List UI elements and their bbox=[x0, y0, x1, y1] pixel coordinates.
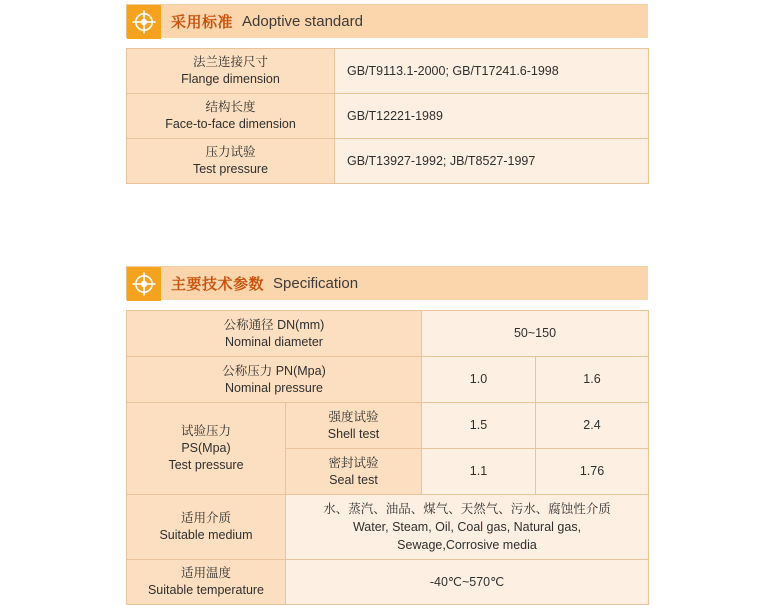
row-value-nominal-diameter: 50~150 bbox=[422, 311, 649, 357]
row-label-nominal-pressure bbox=[127, 357, 422, 403]
row-value-shell-test-2: 2.4 bbox=[536, 403, 649, 449]
row-label-suitable-temperature bbox=[127, 560, 286, 605]
row-value-seal-test-1: 1.1 bbox=[422, 449, 536, 495]
row-label-suitable-medium bbox=[127, 495, 286, 560]
section-title-cn: 采用标准 bbox=[171, 14, 234, 31]
row-label-test-pressure bbox=[127, 403, 286, 495]
row-label-flange-dimension bbox=[127, 49, 335, 94]
section-title-cn: 主要技术参数 bbox=[171, 276, 265, 293]
value-line-2: Water, Steam, Oil, Coal gas, Natural gas, bbox=[352, 520, 582, 535]
section-header-specification bbox=[126, 266, 648, 300]
label-cn: 公称压力 PN(Mpa) bbox=[222, 363, 326, 378]
row-value-shell-test-1: 1.5 bbox=[422, 403, 536, 449]
table-row bbox=[127, 311, 649, 357]
label-cn: 公称通径 DN(mm) bbox=[223, 317, 325, 332]
row-label-nominal-diameter bbox=[127, 311, 422, 357]
label-cn: 压力试验 bbox=[205, 145, 256, 160]
value-line-3: Sewage,Corrosive media bbox=[397, 538, 537, 553]
row-value-flange-dimension: GB/T9113.1-2000; GB/T17241.6-1998 bbox=[335, 49, 649, 94]
adoptive-standard-table bbox=[126, 48, 649, 184]
label-en: Suitable medium bbox=[159, 528, 253, 543]
row-label-test-pressure bbox=[127, 139, 335, 184]
table-row bbox=[127, 560, 649, 605]
row-value-nominal-pressure-2: 1.6 bbox=[536, 357, 649, 403]
row-value-suitable-medium bbox=[286, 495, 649, 560]
sub-label-en: Shell test bbox=[327, 426, 380, 441]
sub-label-cn: 密封试验 bbox=[328, 455, 379, 470]
sub-label-seal-test bbox=[286, 449, 422, 495]
value-line-1: 水、蒸汽、油品、煤气、天然气、污水、腐蚀性介质 bbox=[323, 502, 611, 516]
table-row bbox=[127, 94, 649, 139]
label-en: Face-to-face dimension bbox=[165, 117, 296, 131]
section-header-adoptive-standard bbox=[126, 4, 648, 38]
label-en: Suitable temperature bbox=[147, 583, 265, 598]
section-title-en: Adoptive standard bbox=[242, 13, 363, 30]
label-en: Test pressure bbox=[168, 457, 244, 472]
row-value-face-to-face-dimension: GB/T12221-1989 bbox=[335, 94, 649, 139]
row-value-nominal-pressure-1: 1.0 bbox=[422, 357, 536, 403]
table-row bbox=[127, 49, 649, 94]
table-row bbox=[127, 357, 649, 403]
label-cn: 试验压力 bbox=[180, 424, 231, 439]
row-value-suitable-temperature: -40℃~570℃ bbox=[286, 560, 649, 605]
label-en: Nominal diameter bbox=[225, 334, 323, 349]
target-gear-icon bbox=[127, 267, 161, 301]
row-label-face-to-face-dimension bbox=[127, 94, 335, 139]
target-gear-icon bbox=[127, 5, 161, 39]
sub-label-shell-test bbox=[286, 403, 422, 449]
row-value-seal-test-2: 1.76 bbox=[536, 449, 649, 495]
label-en: Nominal pressure bbox=[225, 380, 323, 395]
table-row bbox=[127, 495, 649, 560]
label-en: Flange dimension bbox=[181, 72, 280, 86]
section-title-en: Specification bbox=[273, 275, 359, 292]
label-cn: 适用温度 bbox=[180, 566, 231, 581]
row-value-test-pressure: GB/T13927-1992; JB/T8527-1997 bbox=[335, 139, 649, 184]
sub-label-cn: 强度试验 bbox=[328, 409, 379, 424]
label-en: Test pressure bbox=[192, 162, 269, 176]
sub-label-en: Seal test bbox=[329, 472, 378, 487]
specification-table bbox=[126, 310, 649, 605]
label-cn: 法兰连接尺寸 bbox=[192, 55, 268, 70]
table-row bbox=[127, 403, 649, 449]
label-mid: PS(Mpa) bbox=[181, 441, 231, 456]
label-cn: 结构长度 bbox=[205, 100, 256, 115]
table-row bbox=[127, 139, 649, 184]
label-cn: 适用介质 bbox=[180, 511, 231, 526]
